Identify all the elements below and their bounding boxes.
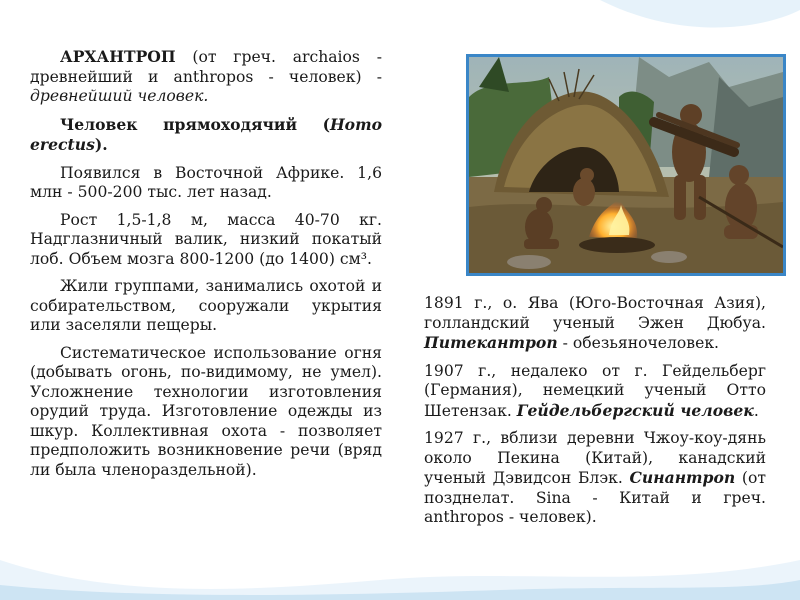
definition-text: (от греч. archaios - древнейший и anthropos - человек) -	[30, 48, 382, 86]
left-text-column	[30, 47, 382, 488]
anatomy-paragraph: Рост 1,5-1,8 м, масса 40-70 кг. Надглазничный валик, низкий покатый лоб. Объем мозга 800-1200 (до 1400) см³.	[30, 210, 382, 268]
right-text-column	[424, 294, 766, 536]
discovery-heidelberg	[424, 362, 766, 422]
discovery-java	[424, 294, 766, 354]
discovery-java-text: 1891 г., о. Ява (Юго-Восточная Азия), голландский ученый Эжен Дюбуа.	[424, 294, 766, 332]
discovery-china-after: (от позднелат. Sina - Китай и греч. anthropos - человек).	[424, 469, 766, 526]
discovery-china	[424, 429, 766, 528]
pithecanthropus-name: Питекантроп	[424, 333, 558, 352]
prehistoric-camp-illustration	[469, 57, 783, 273]
technology-paragraph: Систематическое использование огня (добывать огонь, по-видимому, не умел). Усложнение технологии изготовления орудий труда. Изготовление одежды из шкур. Коллективная охота - позволяет предположить возникновение речи (вряд ли была членораздельной).	[30, 343, 382, 479]
species-name: Человек прямоходячий (	[60, 114, 330, 134]
definition-italic: древнейший человек.	[30, 87, 209, 105]
sinanthropus-name: Синантроп	[629, 468, 736, 487]
discovery-heidelberg-text: 1907 г., недалеко от г. Гейдельберг (Германия), немецкий ученый Отто Шетензак.	[424, 361, 766, 420]
lifestyle-paragraph: Жили группами, занимались охотой и собирательством, сооружали укрытия или заселяли пещеры.	[30, 277, 382, 334]
illustration-frame	[466, 54, 786, 276]
species-latin-name: Homo erectus	[30, 114, 382, 154]
discovery-heidelberg-after: .	[753, 401, 759, 420]
discovery-china-text: 1927 г., вблизи деревни Чжоу-коу-дянь около Пекина (Китай), канадский ученый Дэвидсон Блэк.	[424, 429, 766, 487]
definition-paragraph	[30, 47, 382, 107]
origin-paragraph: Появился в Восточной Африке. 1,6 млн - 500-200 тыс. лет назад.	[30, 163, 382, 201]
species-paragraph	[30, 115, 382, 156]
term-archanthrop: АРХАНТРОП	[60, 47, 176, 66]
discovery-java-after: - обезьяночеловек.	[557, 334, 720, 352]
species-name-end: ).	[94, 135, 108, 154]
heidelberg-man-name: Гейдельбергский человек	[516, 400, 754, 420]
